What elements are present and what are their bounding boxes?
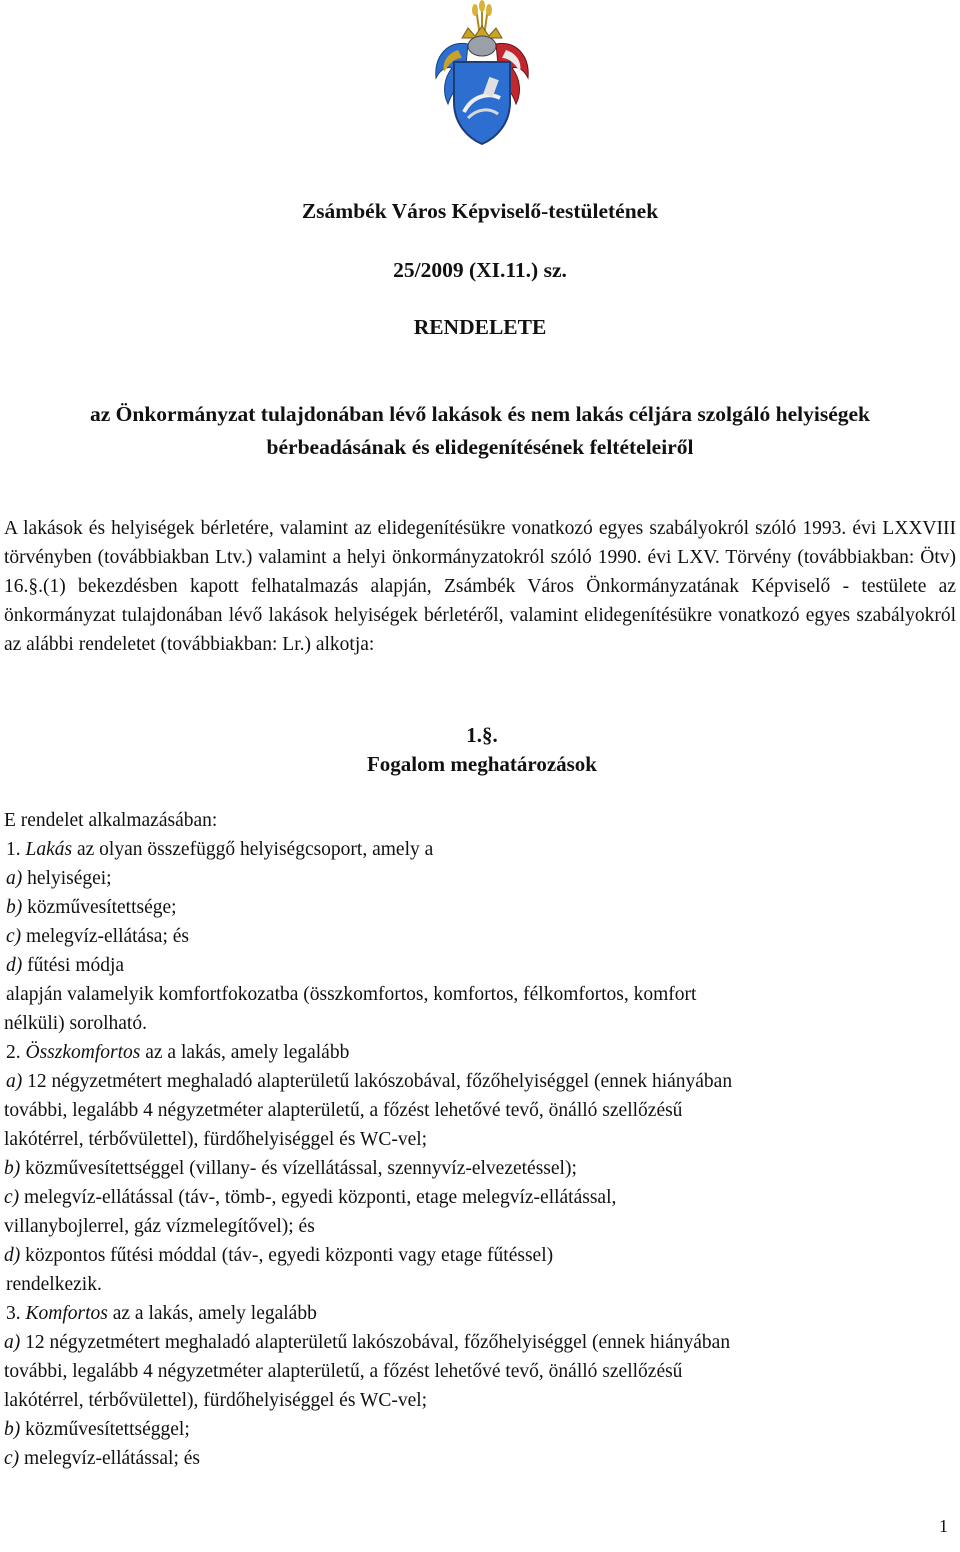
definition-number: 2. — [6, 1042, 26, 1063]
item-text: közművesítettséggel (villany- és vízellátással, szennyvíz-elvezetéssel); — [20, 1158, 577, 1179]
subject-line-1: az Önkormányzat tulajdonában lévő lakások és nem lakás céljára szolgáló helyiségek — [90, 402, 870, 426]
list-item — [6, 951, 124, 980]
definition-number: 1. — [6, 839, 26, 860]
definition-3 — [6, 1299, 317, 1328]
item-letter: a) — [6, 1071, 23, 1092]
item-text: melegvíz-ellátással (táv-, tömb-, egyedi központi, etage melegvíz-ellátással, — [19, 1187, 617, 1208]
item-letter: c) — [6, 926, 22, 947]
item-text: központos fűtési móddal (táv-, egyedi központi vagy etage fűtéssel) — [20, 1245, 554, 1266]
definition-term: Komfortos — [25, 1303, 108, 1324]
item-text: fűtési módja — [22, 955, 125, 976]
definition-text: az olyan összefüggő helyiségcsoport, amely a — [72, 839, 434, 860]
item-letter: d) — [6, 955, 23, 976]
list-item — [4, 1154, 577, 1183]
item-letter: b) — [4, 1419, 21, 1440]
item-letter: b) — [4, 1158, 21, 1179]
definition-tail: nélküli) sorolható. — [4, 1013, 147, 1034]
item-text: 12 négyzetmétert meghaladó alapterületű lakószobával, főzőhelyiséggel (ennek hiányában — [22, 1071, 733, 1092]
definition-term: Lakás — [25, 839, 73, 860]
coat-of-arms-icon — [428, 0, 536, 150]
preamble-paragraph: A lakások és helyiségek bérletére, valamint az elidegenítésükre vonatkozó egyes szabályokról szóló 1993. évi LXXVIII törvényben (továbbiakban Ltv.) valamint a helyi önkormányzatokról szóló 1990. évi LXV. Törvény (továbbiakban: Ötv) 16.§.(1) bekezdésben kapott felhatalmazás alapján, Zsámbék Város Önkormányzatának Képviselő - testülete az önkormányzat tulajdonában lévő lakások helyiségek bérletéről, valamint elidegenítésükre vonatkozó egyes szabályokról az alábbi rendeletet (továbbiakban: Lr.) alkotja: — [4, 518, 956, 655]
item-letter: a) — [4, 1332, 21, 1353]
subject-line-2: bérbeadásának és elidegenítésének feltételeiről — [266, 435, 694, 459]
definition-text: az a lakás, amely legalább — [140, 1042, 350, 1063]
definitions-intro: E rendelet alkalmazásában: — [4, 810, 218, 831]
item-letter: b) — [6, 897, 23, 918]
list-item — [6, 922, 189, 951]
definition-number: 3. — [6, 1303, 26, 1324]
item-text: melegvíz-ellátása; és — [21, 926, 189, 947]
section-number: 1.§. — [466, 723, 498, 747]
list-item — [4, 1444, 200, 1473]
item-letter: c) — [4, 1187, 20, 1208]
item-continuation: további, legalább 4 négyzetméter alapterületű, a főzést lehetővé tevő, önálló szellőzésű — [4, 1361, 683, 1382]
regulation-subject — [0, 398, 960, 464]
item-letter: c) — [4, 1448, 20, 1469]
regulation-number: 25/2009 (XI.11.) sz. — [393, 258, 567, 282]
item-text: helyiségei; — [22, 868, 112, 889]
section-title: Fogalom meghatározások — [366, 752, 597, 776]
definition-text: az a lakás, amely legalább — [107, 1303, 317, 1324]
item-continuation: villanybojlerrel, gáz vízmelegítővel); és — [4, 1216, 315, 1237]
definition-1 — [6, 835, 433, 864]
item-letter: a) — [6, 868, 23, 889]
definition-tail: alapján valamelyik komfortfokozatba (összkomfortos, komfortos, félkomfortos, komfort — [6, 984, 697, 1005]
item-text: melegvíz-ellátással; és — [19, 1448, 200, 1469]
page-number: 1 — [939, 1516, 948, 1536]
list-item — [6, 864, 112, 893]
issuer-title: Zsámbék Város Képviselő-testületének — [301, 199, 659, 223]
list-item — [4, 1415, 190, 1444]
definition-term: Összkomfortos — [25, 1042, 141, 1063]
list-item — [4, 1183, 616, 1212]
item-continuation: lakótérrel, térbővülettel), fürdőhelyiséggel és WC-vel; — [4, 1129, 428, 1150]
definition-tail: rendelkezik. — [6, 1274, 102, 1295]
list-item — [6, 893, 177, 922]
item-text: közművesítettséggel; — [20, 1419, 190, 1440]
list-item — [4, 1328, 730, 1357]
document-type: RENDELETE — [413, 315, 547, 339]
item-text: 12 négyzetmétert meghaladó alapterületű lakószobával, főzőhelyiséggel (ennek hiányában — [20, 1332, 731, 1353]
definition-2 — [6, 1038, 349, 1067]
item-letter: d) — [4, 1245, 21, 1266]
item-continuation: további, legalább 4 négyzetméter alapterületű, a főzést lehetővé tevő, önálló szellőzésű — [4, 1100, 683, 1121]
list-item — [6, 1067, 732, 1096]
item-continuation: lakótérrel, térbővülettel), fürdőhelyiséggel és WC-vel; — [4, 1390, 428, 1411]
list-item — [4, 1241, 553, 1270]
item-text: közművesítettsége; — [22, 897, 177, 918]
